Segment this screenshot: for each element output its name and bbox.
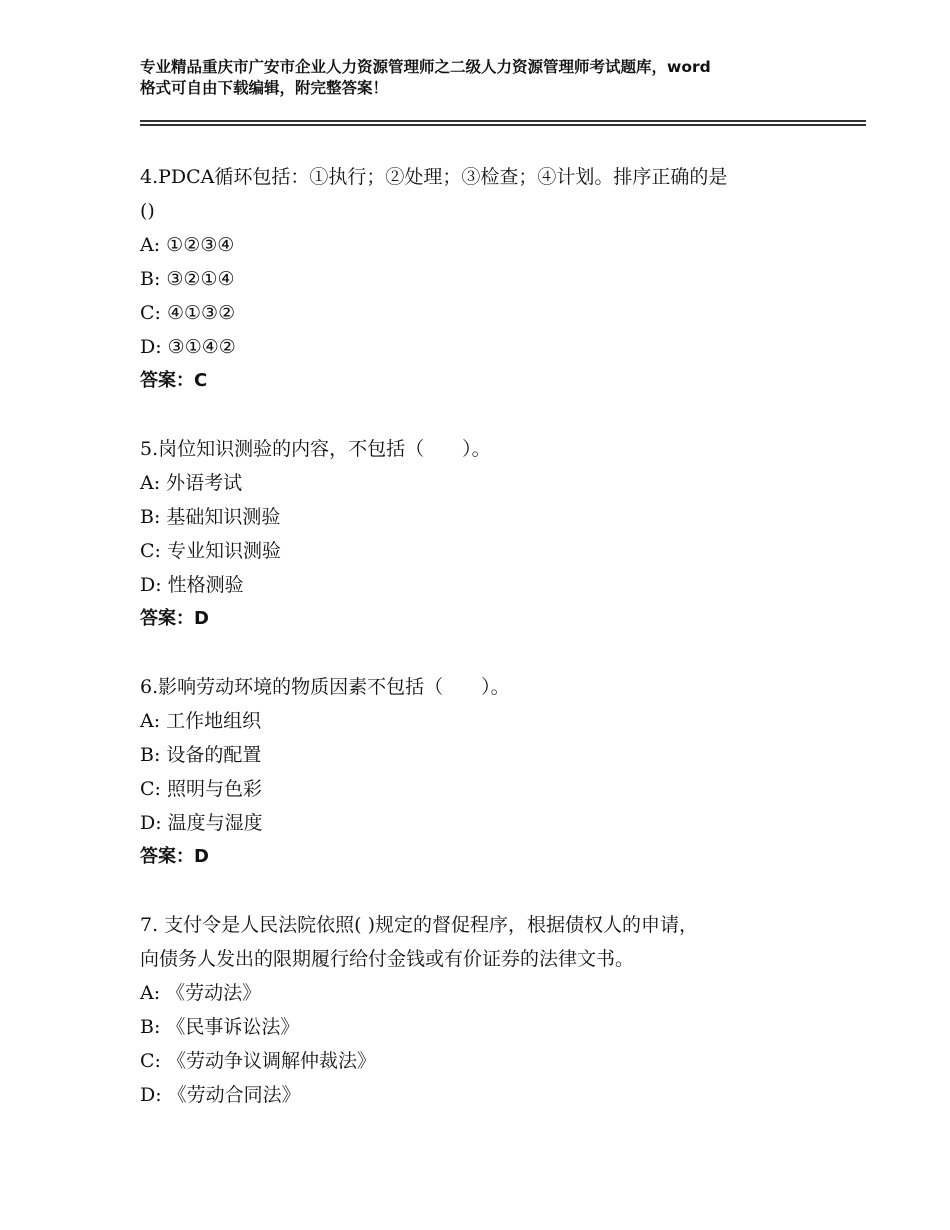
option-d: D: ③①④② (140, 336, 236, 358)
option-b: B: 《民事诉讼法》 (140, 1016, 300, 1038)
option-c: C: ④①③② (140, 302, 236, 324)
question-item (140, 160, 820, 398)
option-a: A: 《劳动法》 (140, 982, 262, 1004)
question-stem: 向债务人发出的限期履行给付金钱或有价证券的法律文书。 (140, 948, 635, 970)
answer-label: 答案：C (140, 370, 208, 391)
option-a: A: 外语考试 (140, 472, 243, 494)
option-a: A: 工作地组织 (140, 710, 262, 732)
option-c: C: 照明与色彩 (140, 778, 262, 800)
option-c: C: 专业知识测验 (140, 540, 281, 562)
option-d: D: 性格测验 (140, 574, 244, 596)
option-d: D: 《劳动合同法》 (140, 1084, 301, 1106)
question-item (140, 432, 820, 636)
question-stem: 7. 支付令是人民法院依照( )规定的督促程序，根据债权人的申请， (140, 914, 699, 936)
option-b: B: 设备的配置 (140, 744, 262, 766)
answer-label: 答案：D (140, 608, 209, 629)
question-list (140, 160, 820, 1146)
option-d: D: 温度与湿度 (140, 812, 263, 834)
header-divider (140, 120, 866, 126)
header-line: 格式可自由下载编辑，附完整答案！ (140, 79, 389, 97)
option-a: A: ①②③④ (140, 234, 235, 256)
option-c: C: 《劳动争议调解仲裁法》 (140, 1050, 376, 1072)
question-stem: 6.影响劳动环境的物质因素不包括（ ）。 (140, 676, 510, 698)
question-stem: 5.岗位知识测验的内容，不包括（ ）。 (140, 438, 491, 460)
option-b: B: 基础知识测验 (140, 506, 281, 528)
question-item (140, 908, 820, 1112)
document-header (140, 57, 830, 99)
question-stem: 4.PDCA循环包括：①执行；②处理；③检查；④计划。排序正确的是 (140, 166, 728, 188)
question-item (140, 670, 820, 874)
question-stem: () (140, 200, 155, 222)
header-line: 专业精品重庆市广安市企业人力资源管理师之二级人力资源管理师考试题库，word (140, 58, 711, 76)
option-b: B: ③②①④ (140, 268, 235, 290)
answer-label: 答案：D (140, 846, 209, 867)
